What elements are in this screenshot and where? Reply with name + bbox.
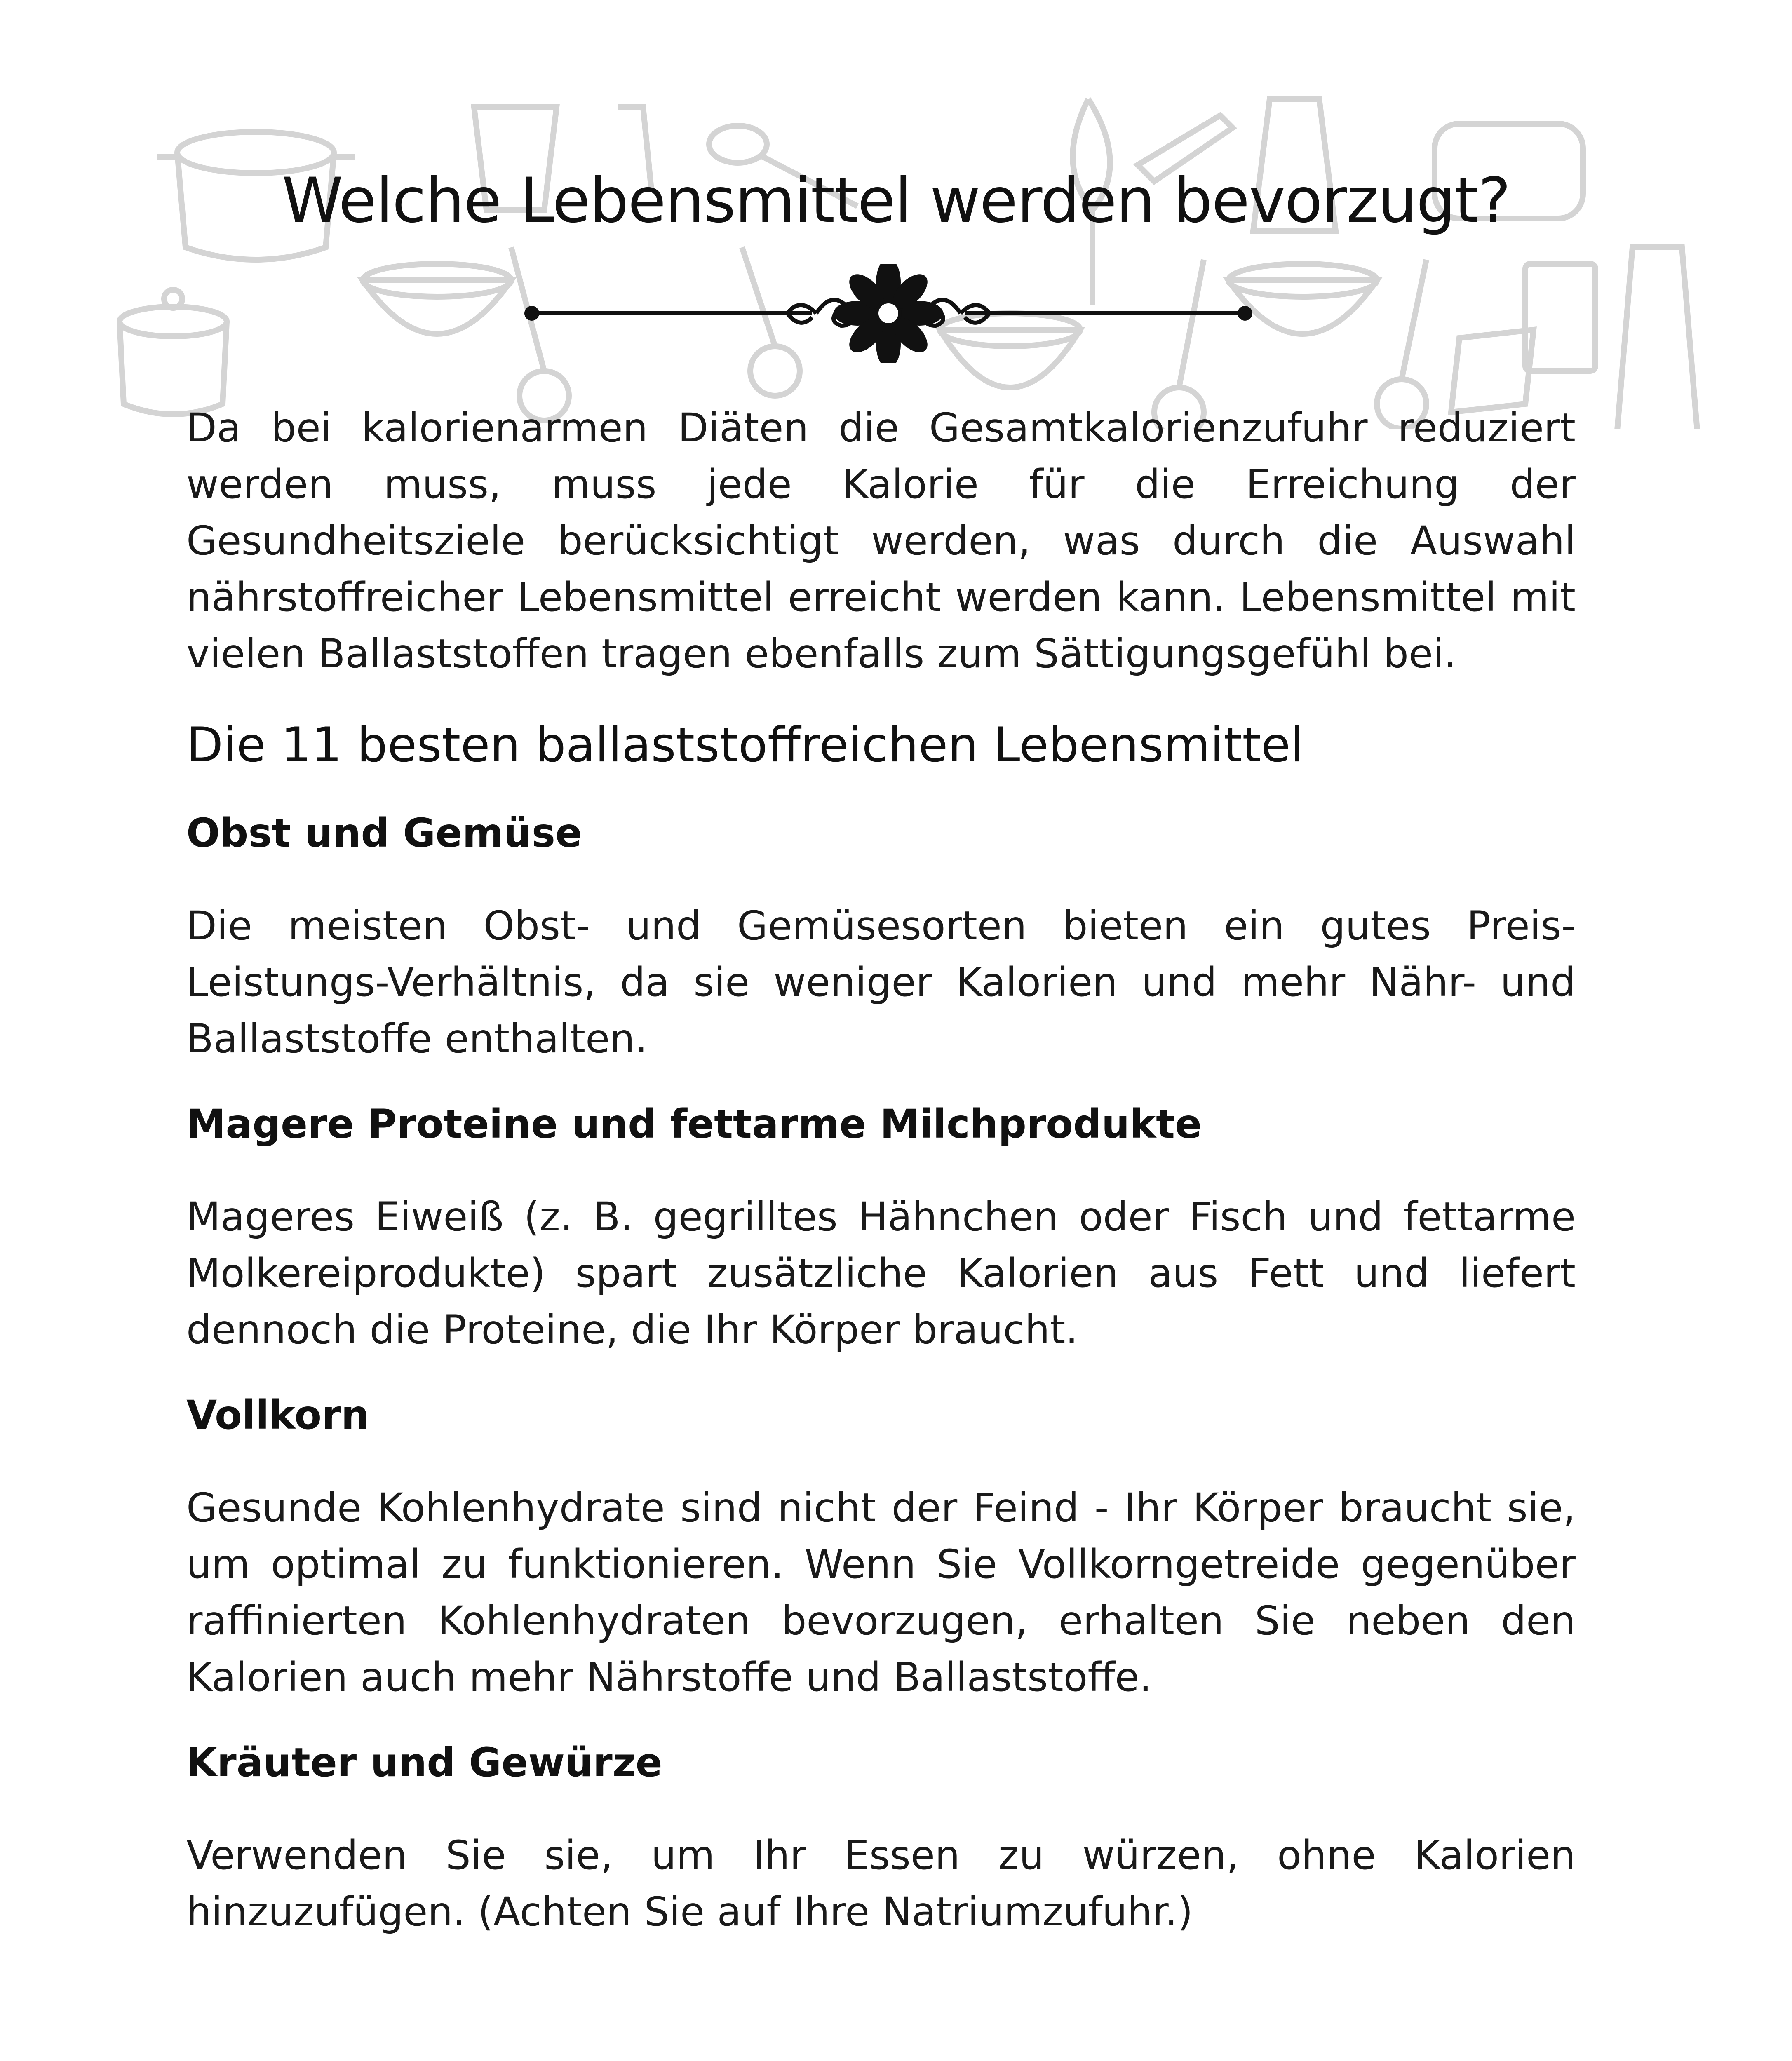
floral-divider-icon <box>519 264 1257 363</box>
subheading-obst-gemuese: Obst und Gemüse <box>186 810 582 856</box>
paragraph-vollkorn: Gesunde Kohlenhydrate sind nicht der Feind - Ihr Körper braucht sie, um optimal zu funktionieren. Wenn Sie Vollkorngetreide gegenüber raffinierten Kohlenhydraten bevorzugen, erhalten Sie neben den Kalorien auch mehr Nährstoffe und Ballaststoffe. <box>186 1485 1576 1700</box>
page-title: Welche Lebensmittel werden bevorzugt? <box>282 165 1510 237</box>
section-heading: Die 11 besten ballaststoffreichen Lebensmittel <box>186 717 1304 773</box>
intro-paragraph: Da bei kalorienarmen Diäten die Gesamtkalorienzufuhr reduziert werden muss, muss jede Kalorie für die Erreichung der Gesundheitsziele berücksichtigt werden, was durch die Auswahl nährstoffreicher Lebensmittel erreicht werden kann. Lebensmittel mit vielen Ballaststoffen tragen ebenfalls zum Sättigungsgefühl bei. <box>186 405 1576 677</box>
subheading-vollkorn: Vollkorn <box>186 1392 369 1438</box>
subheading-magere-proteine: Magere Proteine und fettarme Milchprodukte <box>186 1101 1202 1147</box>
paragraph-kraeuter-gewuerze: Verwenden Sie sie, um Ihr Essen zu würzen, ohne Kalorien hinzuzufügen. (Achten Sie auf Ihre Natriumzufuhr.) <box>186 1832 1576 1935</box>
paragraph-obst-gemuese: Die meisten Obst- und Gemüsesorten bieten ein gutes Preis-Leistungs-Verhältnis, da sie weniger Kalorien und mehr Nähr- und Ballaststoffe enthalten. <box>186 903 1576 1062</box>
subheading-kraeuter-gewuerze: Kräuter und Gewürze <box>186 1739 662 1786</box>
main-content <box>186 400 1576 1940</box>
kitchen-utensils-pattern-icon <box>0 74 1792 429</box>
paragraph-magere-proteine: Mageres Eiweiß (z. B. gegrilltes Hähnchen oder Fisch und fettarme Molkereiprodukte) spart zusätzliche Kalorien aus Fett und liefert dennoch die Proteine, die Ihr Körper braucht. <box>186 1194 1576 1353</box>
